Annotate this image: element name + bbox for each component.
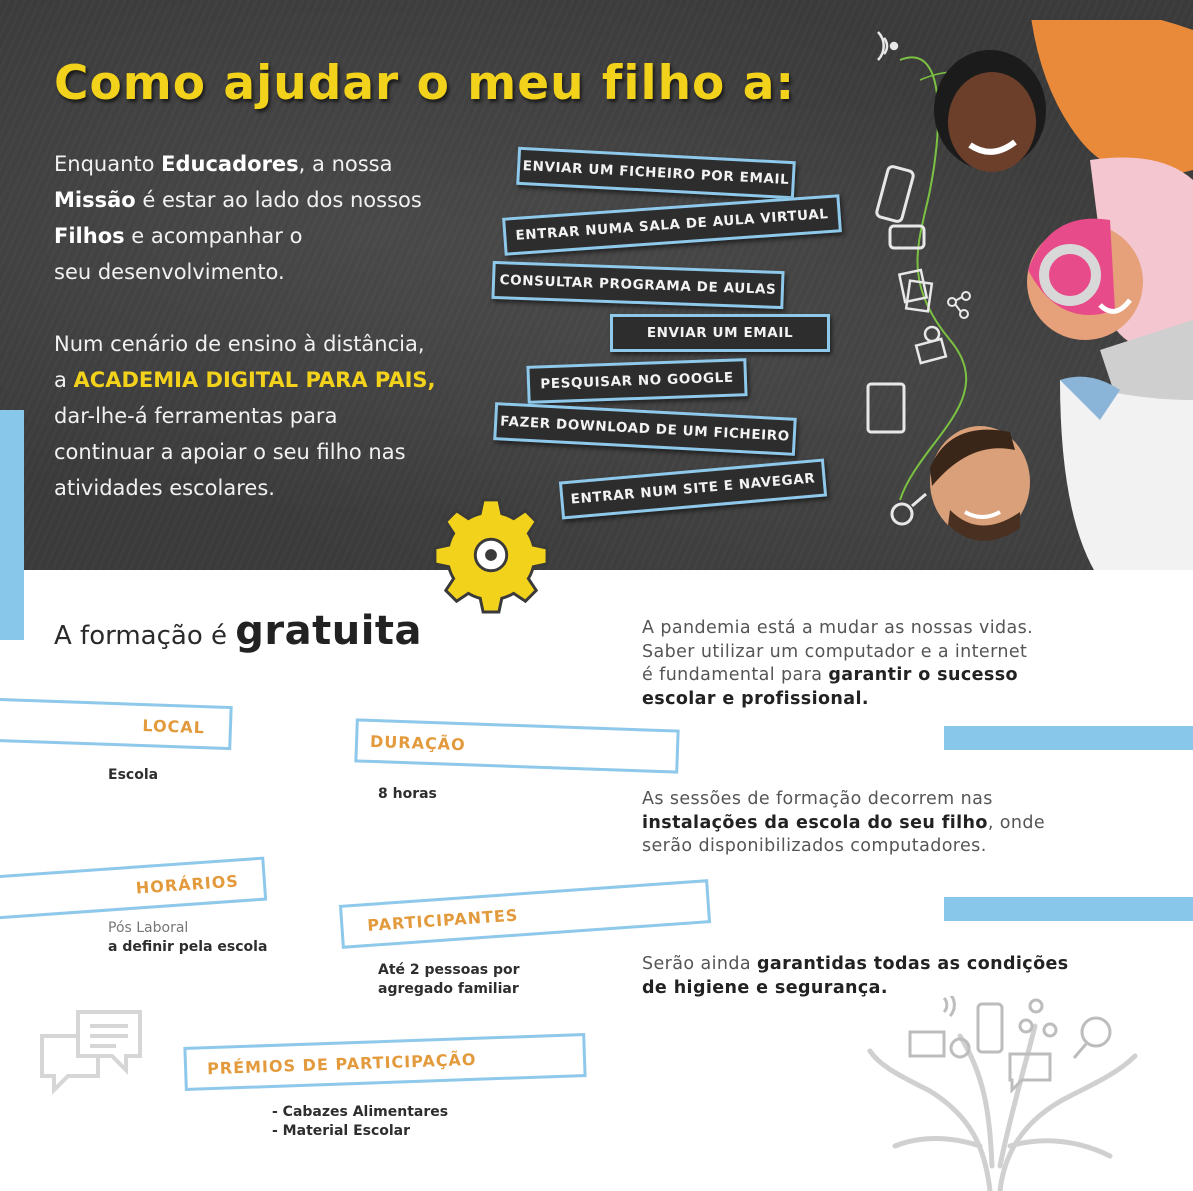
task-label-google-search: PESQUISAR NO GOOGLE <box>526 358 747 404</box>
intro-text-fragment: seu desenvolvimento. <box>54 260 285 284</box>
task-label-download-file: FAZER DOWNLOAD DE UM FICHEIRO <box>493 402 797 456</box>
share-icon <box>948 292 970 318</box>
schedule-value-line1: Pós Laboral <box>108 920 189 936</box>
prizes-label-box <box>183 1033 586 1091</box>
sessions-line-2: , onde <box>987 812 1046 833</box>
prizes-value-line1: - Cabazes Alimentares <box>272 1104 449 1120</box>
share-node-icon <box>1030 1000 1042 1012</box>
sessions-line-1: As sessões de formação decorrem nas <box>642 789 993 809</box>
wifi-icon <box>944 996 954 1016</box>
digital-tree-icon <box>860 996 1150 1191</box>
hygiene-paragraph <box>642 953 1092 1000</box>
local-label: LOCAL <box>142 715 206 737</box>
participants-label-box <box>339 879 711 949</box>
local-value <box>108 766 158 785</box>
free-title-prefix: A formação é <box>54 621 236 651</box>
participants-value <box>378 961 520 999</box>
free-training-title <box>54 608 422 654</box>
intro-text-fragment: , a nossa <box>298 152 393 176</box>
hygiene-line-1: Serão ainda <box>642 954 757 974</box>
person-man-white-shirt <box>930 377 1193 570</box>
magnifier-icon <box>892 494 926 524</box>
intro-text-fragment: continuar a apoiar o seu filho nas <box>54 440 406 464</box>
intro-bold-educadores: Educadores <box>161 152 299 176</box>
intro-text-fragment: atividades escolares. <box>54 476 275 500</box>
sessions-line-3: serão disponibilizados computadores. <box>642 836 987 856</box>
participants-label: PARTICIPANTES <box>366 904 519 935</box>
sessions-paragraph <box>642 788 1092 859</box>
pandemic-paragraph <box>642 617 1092 711</box>
intro-text-fragment: a <box>54 368 74 392</box>
intro-text-fragment: e acompanhar o <box>124 224 303 248</box>
local-label-box <box>0 698 233 750</box>
duration-value <box>378 785 437 804</box>
separator-bar-1 <box>944 726 1193 750</box>
intro-text <box>54 146 494 542</box>
magnifier-icon <box>1082 1018 1110 1046</box>
hygiene-bold-1: garantidas todas as condições <box>756 954 1069 974</box>
intro-text-fragment: Num cenário de ensino à distância, <box>54 332 425 356</box>
schedule-value-line2: a definir pela escola <box>108 939 268 955</box>
prizes-value-line2: - Material Escolar <box>272 1123 411 1139</box>
gear-icon <box>432 496 550 614</box>
academy-name: ACADEMIA DIGITAL PARA PAIS, <box>73 368 436 392</box>
pandemic-line-2: Saber utilizar um computador e a internet <box>642 641 1028 662</box>
chat-bubbles-icon <box>36 1006 146 1102</box>
task-label-send-email: ENVIAR UM EMAIL <box>610 314 830 352</box>
task-label-browse-site: ENTRAR NUM SITE E NAVEGAR <box>559 458 827 519</box>
participants-value-line2: agregado familiar <box>378 981 519 997</box>
phone-icon <box>978 1004 1002 1052</box>
pandemic-line-3: é fundamental para <box>642 665 829 685</box>
hygiene-bold-2: de higiene e segurança. <box>642 977 888 998</box>
pandemic-bold-1: garantir o sucesso <box>828 665 1018 685</box>
prizes-value <box>272 1103 448 1141</box>
task-label-send-file: ENVIAR UM FICHEIRO POR EMAIL <box>516 147 796 199</box>
duration-value-text: 8 horas <box>378 786 437 802</box>
local-value-text: Escola <box>108 767 159 783</box>
intro-paragraph-2 <box>54 326 494 506</box>
sessions-bold: instalações da escola do seu filho <box>642 812 988 833</box>
headline: Como ajudar o meu filho a: <box>54 56 796 111</box>
pandemic-line-1: A pandemia está a mudar as nossas vidas. <box>642 618 1034 638</box>
person-woman-orange <box>934 20 1193 176</box>
people-illustration <box>860 20 1193 570</box>
person-girl-pink-hat <box>1027 158 1193 411</box>
schedule-label: HORÁRIOS <box>135 870 240 898</box>
duration-label-box <box>354 718 679 773</box>
free-title-emphasis: gratuita <box>235 608 423 654</box>
intro-text-fragment: dar-lhe-á ferramentas para <box>54 404 338 428</box>
separator-bar-2 <box>944 897 1193 921</box>
email-icon <box>916 327 946 363</box>
pandemic-bold-2: escolar e profissional. <box>642 688 869 709</box>
intro-text-fragment: Enquanto <box>54 152 162 176</box>
laptop-icon <box>868 384 904 432</box>
duration-label: DURAÇÃO <box>369 731 467 754</box>
intro-text-fragment: é estar ao lado dos nossos <box>135 188 422 212</box>
schedule-value <box>108 919 267 957</box>
task-label-virtual-class: ENTRAR NUMA SALA DE AULA VIRTUAL <box>502 194 842 255</box>
left-accent-bar <box>0 410 24 640</box>
schedule-label-box <box>0 857 267 920</box>
task-label-class-program: CONSULTAR PROGRAMA DE AULAS <box>491 261 784 309</box>
intro-bold-missao: Missão <box>54 188 136 212</box>
envelope-icon <box>910 1032 944 1056</box>
participants-value-line1: Até 2 pessoas por <box>378 962 520 978</box>
chat-icon <box>1010 1054 1050 1090</box>
intro-paragraph-1 <box>54 146 494 290</box>
prizes-label: PRÉMIOS DE PARTICIPAÇÃO <box>206 1049 477 1078</box>
phone-icon <box>876 166 915 223</box>
chalkboard-banner <box>0 0 1193 570</box>
wifi-icon <box>878 32 897 60</box>
intro-bold-filhos: Filhos <box>54 224 125 248</box>
